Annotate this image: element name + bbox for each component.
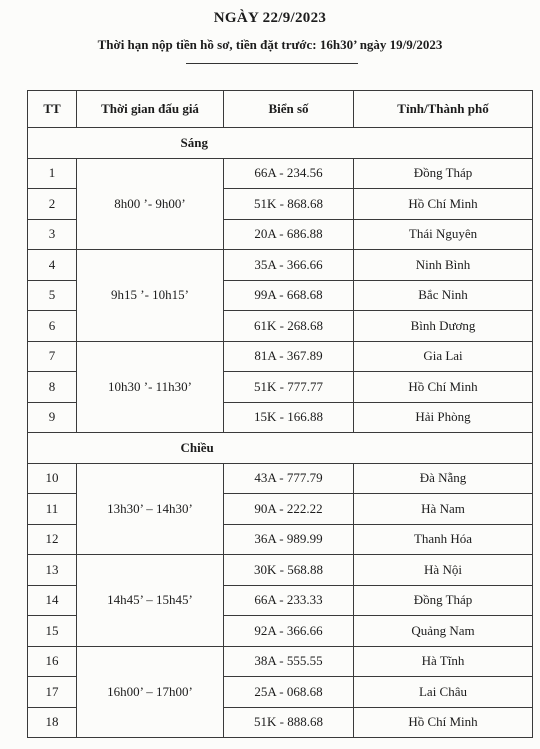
row-number: 4 xyxy=(28,250,77,281)
row-number: 12 xyxy=(28,524,77,555)
section-row xyxy=(28,433,533,464)
province: Hải Phòng xyxy=(354,402,533,433)
table-row xyxy=(28,158,533,189)
license-plate: 35A - 366.66 xyxy=(224,250,354,281)
section-tt-cell xyxy=(28,128,77,159)
license-plate: 51K - 888.68 xyxy=(224,707,354,738)
license-plate: 30K - 568.88 xyxy=(224,555,354,586)
row-number: 15 xyxy=(28,616,77,647)
row-number: 1 xyxy=(28,158,77,189)
row-number: 9 xyxy=(28,402,77,433)
province: Hồ Chí Minh xyxy=(354,372,533,403)
auction-time-slot: 10h30 ’- 11h30’ xyxy=(77,341,224,433)
row-number: 13 xyxy=(28,555,77,586)
table-header-row xyxy=(28,91,533,128)
license-plate: 90A - 222.22 xyxy=(224,494,354,525)
table-row xyxy=(28,250,533,281)
province: Hà Tĩnh xyxy=(354,646,533,677)
row-number: 2 xyxy=(28,189,77,220)
license-plate: 38A - 555.55 xyxy=(224,646,354,677)
province: Gia Lai xyxy=(354,341,533,372)
document-title: NGÀY 22/9/2023 xyxy=(213,10,327,26)
row-number: 11 xyxy=(28,494,77,525)
column-header-time: Thời gian đấu giá xyxy=(77,91,224,128)
column-header-plate: Biển số xyxy=(224,91,354,128)
column-header-tt: TT xyxy=(28,91,77,128)
province: Đồng Tháp xyxy=(354,158,533,189)
table-row xyxy=(28,341,533,372)
auction-time-slot: 9h15 ’- 10h15’ xyxy=(77,250,224,342)
section-label: Sáng xyxy=(77,128,533,159)
column-header-province: Tỉnh/Thành phố xyxy=(354,91,533,128)
license-plate: 51K - 777.77 xyxy=(224,372,354,403)
license-plate: 36A - 989.99 xyxy=(224,524,354,555)
license-plate: 66A - 234.56 xyxy=(224,158,354,189)
auction-time-slot: 16h00’ – 17h00’ xyxy=(77,646,224,738)
license-plate: 81A - 367.89 xyxy=(224,341,354,372)
row-number: 14 xyxy=(28,585,77,616)
province: Quảng Nam xyxy=(354,616,533,647)
auction-time-slot: 13h30’ – 14h30’ xyxy=(77,463,224,555)
table-row xyxy=(28,646,533,677)
province: Đà Nẵng xyxy=(354,463,533,494)
row-number: 16 xyxy=(28,646,77,677)
province: Lai Châu xyxy=(354,677,533,708)
province: Hà Nội xyxy=(354,555,533,586)
license-plate: 99A - 668.68 xyxy=(224,280,354,311)
province: Hồ Chí Minh xyxy=(354,189,533,220)
license-plate: 20A - 686.88 xyxy=(224,219,354,250)
province: Thanh Hóa xyxy=(354,524,533,555)
license-plate: 66A - 233.33 xyxy=(224,585,354,616)
row-number: 17 xyxy=(28,677,77,708)
section-label: Chiều xyxy=(77,433,533,464)
row-number: 3 xyxy=(28,219,77,250)
auction-time-slot: 14h45’ – 15h45’ xyxy=(77,555,224,647)
province: Thái Nguyên xyxy=(354,219,533,250)
row-number: 7 xyxy=(28,341,77,372)
section-tt-cell xyxy=(28,433,77,464)
deadline-subtitle: Thời hạn nộp tiền hồ sơ, tiền đặt trước: 16h30’ ngày 19/9/2023 xyxy=(97,37,443,52)
license-plate: 25A - 068.68 xyxy=(224,677,354,708)
province: Hà Nam xyxy=(354,494,533,525)
license-plate: 92A - 366.66 xyxy=(224,616,354,647)
row-number: 8 xyxy=(28,372,77,403)
table-row xyxy=(28,463,533,494)
row-number: 10 xyxy=(28,463,77,494)
auction-schedule-table xyxy=(27,90,533,738)
province: Ninh Bình xyxy=(354,250,533,281)
province: Đồng Tháp xyxy=(354,585,533,616)
row-number: 6 xyxy=(28,311,77,342)
row-number: 18 xyxy=(28,707,77,738)
title-divider xyxy=(186,63,358,64)
license-plate: 51K - 868.68 xyxy=(224,189,354,220)
auction-time-slot: 8h00 ’- 9h00’ xyxy=(77,158,224,250)
table-body xyxy=(28,128,533,738)
province: Hồ Chí Minh xyxy=(354,707,533,738)
section-row xyxy=(28,128,533,159)
license-plate: 15K - 166.88 xyxy=(224,402,354,433)
license-plate: 61K - 268.68 xyxy=(224,311,354,342)
province: Bắc Ninh xyxy=(354,280,533,311)
row-number: 5 xyxy=(28,280,77,311)
table-row xyxy=(28,555,533,586)
province: Bình Dương xyxy=(354,311,533,342)
license-plate: 43A - 777.79 xyxy=(224,463,354,494)
